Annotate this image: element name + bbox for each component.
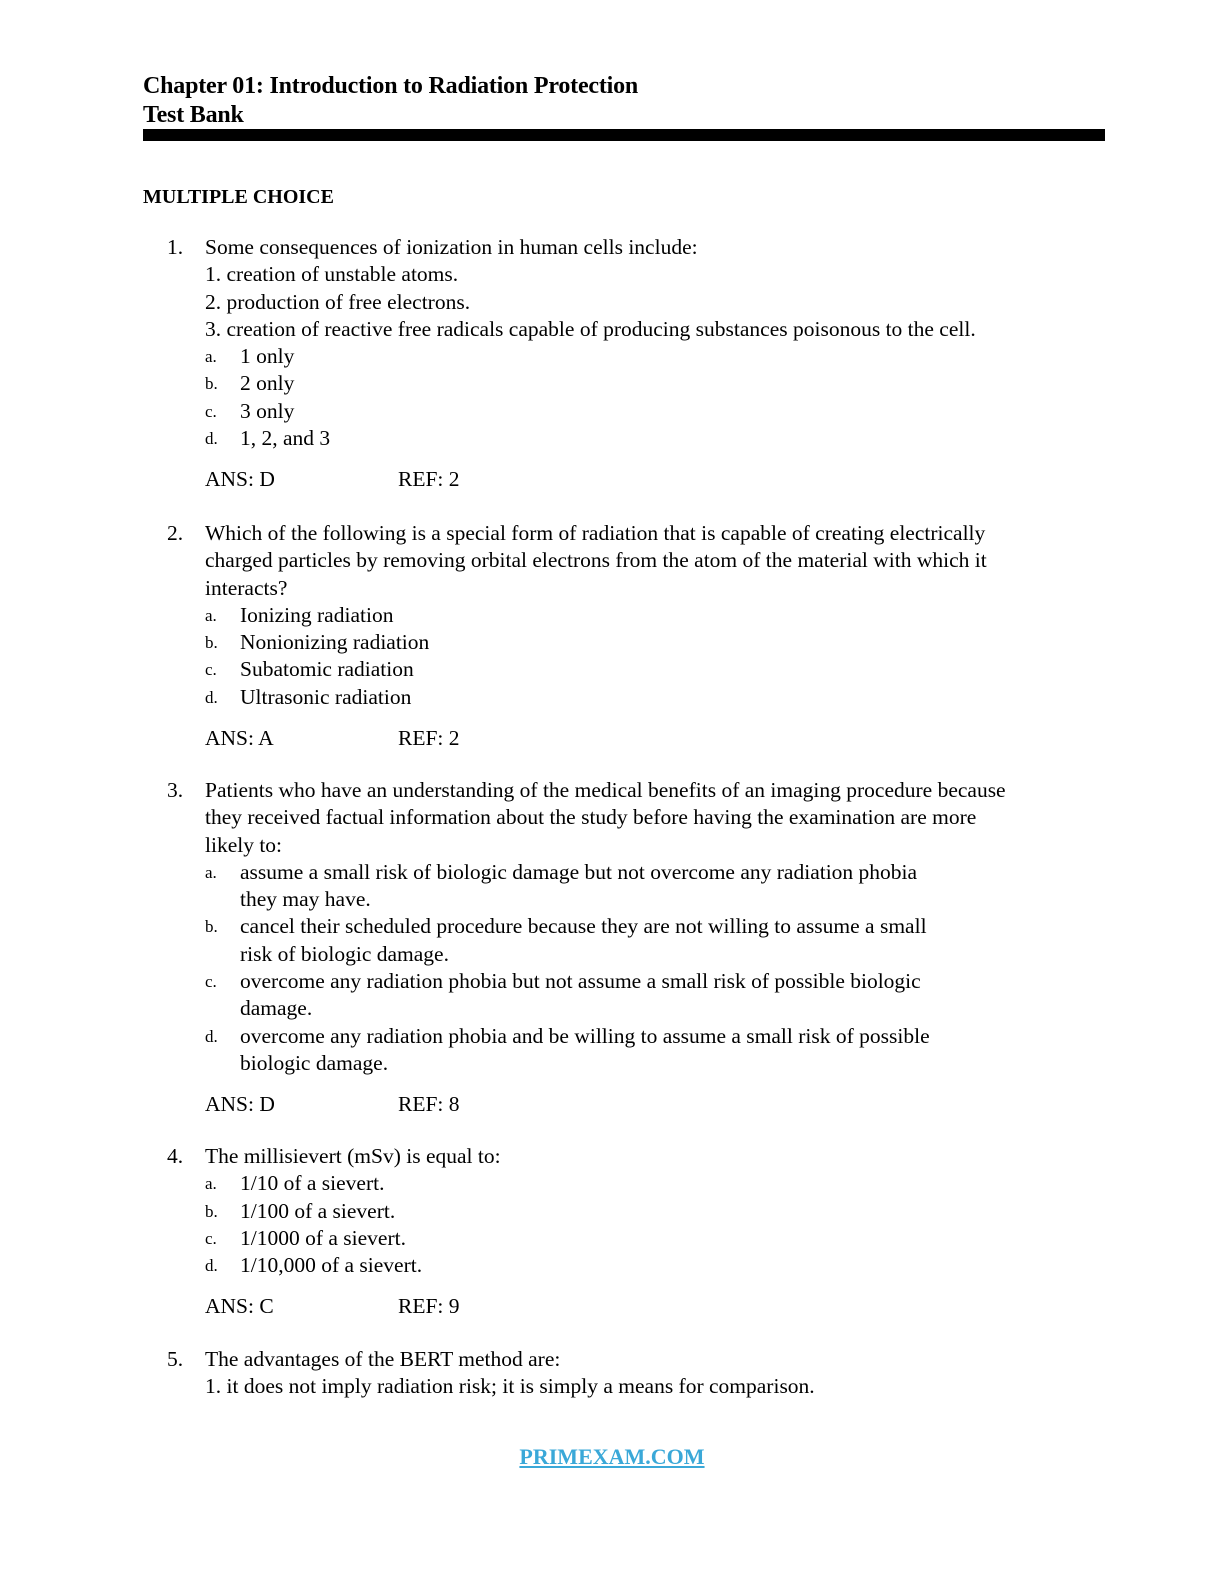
question-number: 4. <box>167 1144 184 1168</box>
question-number: 2. <box>167 521 184 545</box>
option-letter: b. <box>205 1201 218 1221</box>
option-letter: d. <box>205 429 218 449</box>
question-stem-line: charged particles by removing orbital electrons from the atom of the material with which it <box>205 548 987 573</box>
option-letter: b. <box>205 633 218 653</box>
answer-option <box>205 1170 1105 1197</box>
reference-page: REF: 9 <box>398 1294 460 1319</box>
option-letter: a. <box>205 1174 217 1194</box>
question-stem-line: 2. production of free electrons. <box>205 289 471 314</box>
option-text: 1/1000 of a sievert. <box>240 1225 406 1250</box>
answer-key-row <box>205 1293 1105 1320</box>
option-letter: a. <box>205 605 217 625</box>
reference-page: REF: 2 <box>398 467 460 492</box>
option-letter: d. <box>205 1256 218 1276</box>
option-letter: c. <box>205 1228 217 1248</box>
answer-option <box>205 684 1105 711</box>
option-letter: c. <box>205 972 217 992</box>
question-stem-line: The advantages of the BERT method are: <box>205 1347 561 1371</box>
answer-option <box>205 859 1105 914</box>
question-stem-line: 1. creation of unstable atoms. <box>205 262 459 287</box>
answer-option <box>205 1023 1105 1078</box>
option-text: 1 only <box>240 344 295 369</box>
question-body <box>205 234 1105 493</box>
answer-option <box>205 913 1105 968</box>
answer-key: ANS: D <box>205 467 275 492</box>
option-text: overcome any radiation phobia but not assume a small risk of possible biologic <box>240 969 921 994</box>
option-text: 3 only <box>240 398 295 423</box>
answer-option <box>205 370 1105 397</box>
option-letter: a. <box>205 862 217 882</box>
reference-page: REF: 2 <box>398 726 460 751</box>
option-text: risk of biologic damage. <box>240 941 449 966</box>
answer-option <box>205 425 1105 452</box>
question-stem-line: 3. creation of reactive free radicals capable of producing substances poisonous to the cell. <box>205 316 976 341</box>
question-body <box>205 1346 1105 1401</box>
option-letter: d. <box>205 1026 218 1046</box>
option-letter: b. <box>205 917 218 937</box>
option-text: 1/100 of a sievert. <box>240 1198 396 1223</box>
answer-key-row <box>205 1091 1105 1118</box>
option-text: overcome any radiation phobia and be willing to assume a small risk of possible <box>240 1023 930 1048</box>
question-number: 5. <box>167 1347 184 1371</box>
answer-option <box>205 968 1105 1023</box>
document-header <box>143 72 1105 130</box>
option-text: Nonionizing radiation <box>240 630 430 655</box>
answer-option <box>205 398 1105 425</box>
option-letter: c. <box>205 401 217 421</box>
question-stem-line: Patients who have an understanding of the medical benefits of an imaging procedure because <box>205 778 1006 802</box>
chapter-title: Chapter 01: Introduction to Radiation Protection <box>143 73 639 99</box>
chapter-subtitle: Test Bank <box>143 102 244 128</box>
question-number: 1. <box>167 235 184 259</box>
option-text: 1/10 of a sievert. <box>240 1171 385 1196</box>
reference-page: REF: 8 <box>398 1092 460 1117</box>
question-body <box>205 1143 1105 1320</box>
answer-option <box>205 602 1105 629</box>
option-text: assume a small risk of biologic damage but not overcome any radiation phobia <box>240 859 918 884</box>
option-text: Ultrasonic radiation <box>240 684 412 709</box>
option-text: 2 only <box>240 371 295 396</box>
answer-option <box>205 1198 1105 1225</box>
section-heading: MULTIPLE CHOICE <box>143 186 334 208</box>
question-body <box>205 520 1105 752</box>
option-text: Ionizing radiation <box>240 602 394 627</box>
answer-key: ANS: A <box>205 726 274 751</box>
question-stem-line: Which of the following is a special form of radiation that is capable of creating electrically <box>205 521 986 545</box>
answer-key-row <box>205 725 1105 752</box>
answer-option <box>205 656 1105 683</box>
answer-option <box>205 1252 1105 1279</box>
answer-key-row <box>205 466 1105 493</box>
question-stem-line: 1. it does not imply radiation risk; it is simply a means for comparison. <box>205 1374 815 1399</box>
question-stem-line: they received factual information about the study before having the examination are more <box>205 805 977 830</box>
answer-option <box>205 629 1105 656</box>
answer-key: ANS: D <box>205 1092 275 1117</box>
option-text: damage. <box>240 996 313 1021</box>
answer-key: ANS: C <box>205 1294 274 1319</box>
footer-link[interactable]: PRIMEXAM.COM <box>519 1444 705 1469</box>
option-letter: c. <box>205 660 217 680</box>
option-text: 1/10,000 of a sievert. <box>240 1253 423 1278</box>
question-stem-line: interacts? <box>205 575 288 600</box>
option-text: they may have. <box>240 887 371 912</box>
option-letter: b. <box>205 374 218 394</box>
answer-option <box>205 1225 1105 1252</box>
option-letter: a. <box>205 347 217 367</box>
question-stem-line: The millisievert (mSv) is equal to: <box>205 1144 501 1168</box>
answer-option <box>205 343 1105 370</box>
option-text: Subatomic radiation <box>240 657 414 682</box>
question-stem-line: Some consequences of ionization in human cells include: <box>205 235 698 259</box>
question-number: 3. <box>167 778 184 802</box>
option-text: biologic damage. <box>240 1050 389 1075</box>
question-stem-line: likely to: <box>205 832 283 857</box>
option-text: cancel their scheduled procedure because they are not willing to assume a small <box>240 914 927 939</box>
option-letter: d. <box>205 687 218 707</box>
option-text: 1, 2, and 3 <box>240 426 331 451</box>
header-rule <box>143 129 1105 141</box>
question-body <box>205 777 1105 1118</box>
